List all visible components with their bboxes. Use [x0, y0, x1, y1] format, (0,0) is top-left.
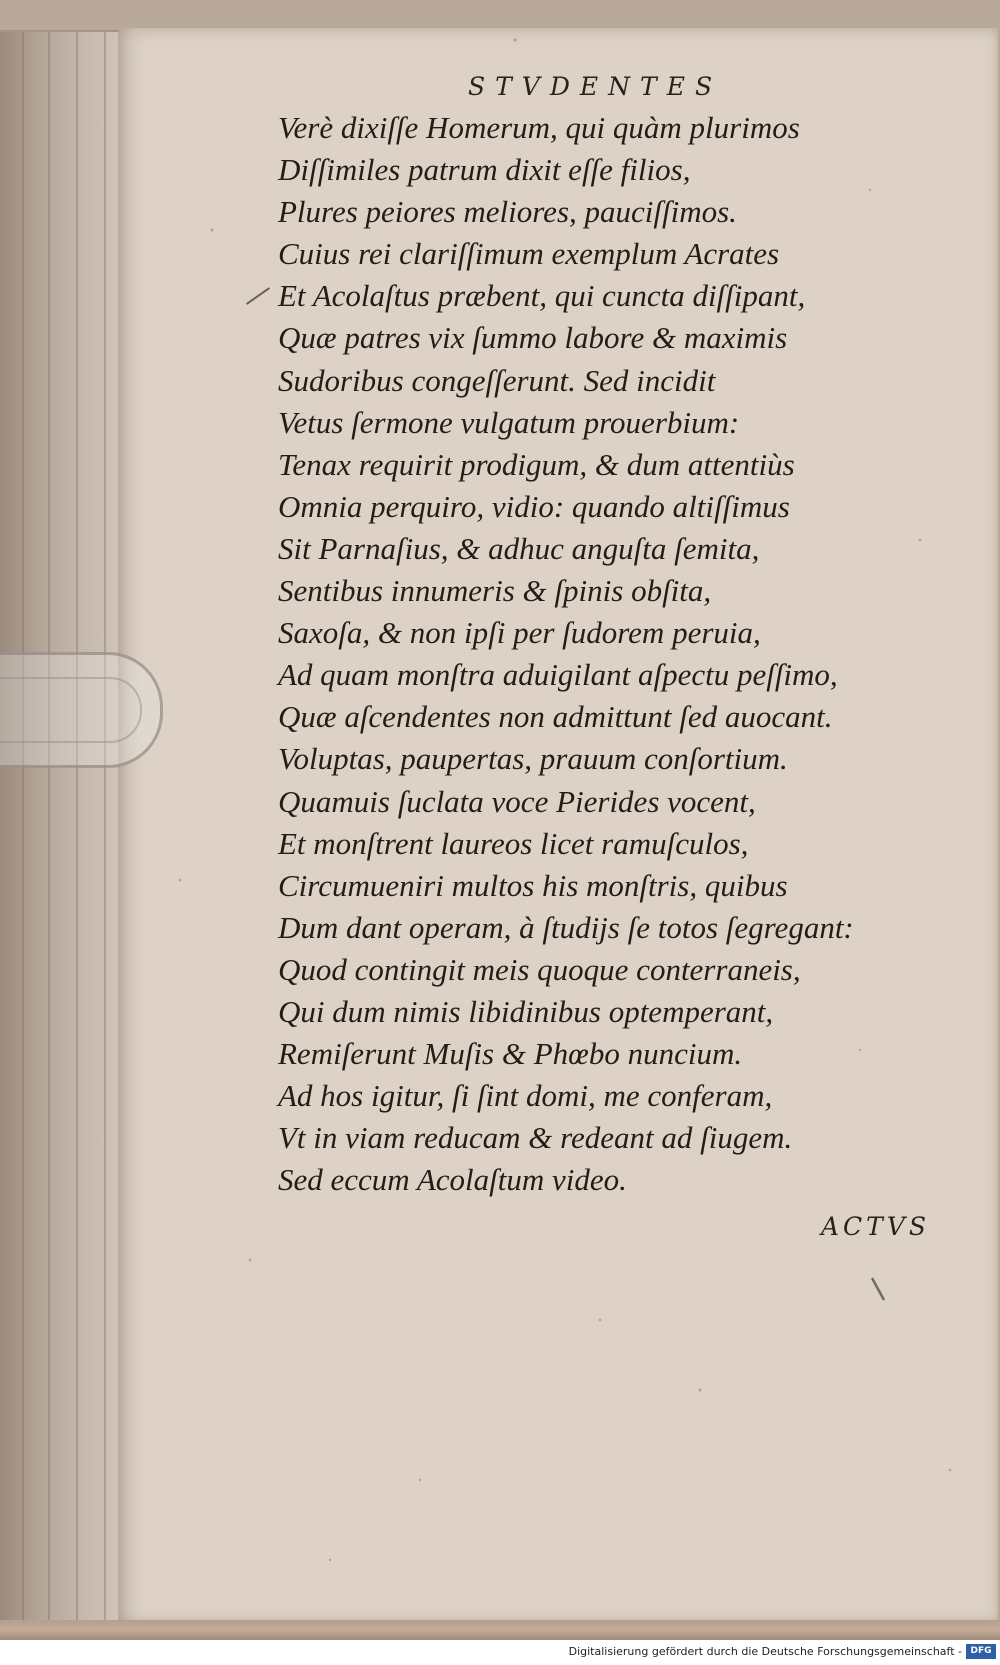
verse-line: Sit Parnaſius, & adhuc anguſta ſemita,	[278, 530, 760, 566]
verse-line: Ad hos igitur, ſi ſint domi, me conferam,	[278, 1078, 773, 1114]
verse-line: Sudoribus congeſſerunt. Sed incidit	[278, 362, 716, 398]
verse-line: Omnia perquiro, vidio: quando altiſſimus	[278, 488, 790, 524]
verse-line: Quamuis ſuclata voce Pierides vocent,	[278, 783, 756, 819]
dfg-logo: DFG	[966, 1644, 996, 1659]
verse-line: Plures peiores meliores, pauciſſimos.	[278, 194, 737, 230]
verse-line: Saxoſa, & non ipſi per ſudorem peruia,	[278, 615, 761, 651]
digitization-footer	[0, 1640, 1000, 1665]
verse-line: Quod contingit meis quoque conterraneis,	[278, 951, 801, 987]
verse-line: Voluptas, paupertas, prauum conſortium.	[278, 741, 788, 777]
verse-line: Cuius rei clariſſimum exemplum Acrates	[278, 236, 780, 272]
verse-line: Tenax requirit prodigum, & dum attentiùs	[278, 446, 795, 482]
verse-line: Vt in viam reducam & redeant ad ſiugem.	[278, 1120, 793, 1156]
verse-line: Remiſerunt Muſis & Phœbo nuncium.	[278, 1036, 743, 1072]
verse-line: Diſſimiles patrum dixit eſſe filios,	[278, 152, 691, 188]
catchword: ACTVS	[821, 1212, 931, 1241]
verse-line: Circumueniri multos his monſtris, quibus	[278, 867, 788, 903]
verse-line: Vetus ſermone vulgatum prouerbium:	[278, 404, 740, 440]
verse-line: Dum dant operam, à ſtudijs ſe totos ſegregant:	[278, 909, 854, 945]
verse-line: Verè dixiſſe Homerum, qui quàm plurimos	[278, 110, 800, 145]
verse-text	[278, 107, 854, 1201]
verse-line: Et monſtrent laureos licet ramuſculos,	[278, 825, 749, 861]
verse-line: Sentibus innumeris & ſpinis obſita,	[278, 573, 712, 609]
verse-line: Quæ aſcendentes non admittunt ſed auocant.	[278, 699, 833, 735]
verse-line: Sed eccum Acolaſtum video.	[278, 1162, 627, 1198]
verse-line: Et Acolaſtus præbent, qui cuncta diſſipant,	[278, 278, 806, 314]
verse-line: Quæ patres vix ſummo labore & maximis	[278, 320, 788, 356]
funding-credit: Digitalisierung gefördert durch die Deutsche Forschungsgemeinschaft -	[568, 1645, 962, 1658]
verse-line: Qui dum nimis libidinibus optemperant,	[278, 993, 774, 1029]
verse-line: Ad quam monſtra aduigilant aſpectu peſſimo,	[278, 657, 838, 693]
running-head: STVDENTES	[468, 72, 723, 101]
